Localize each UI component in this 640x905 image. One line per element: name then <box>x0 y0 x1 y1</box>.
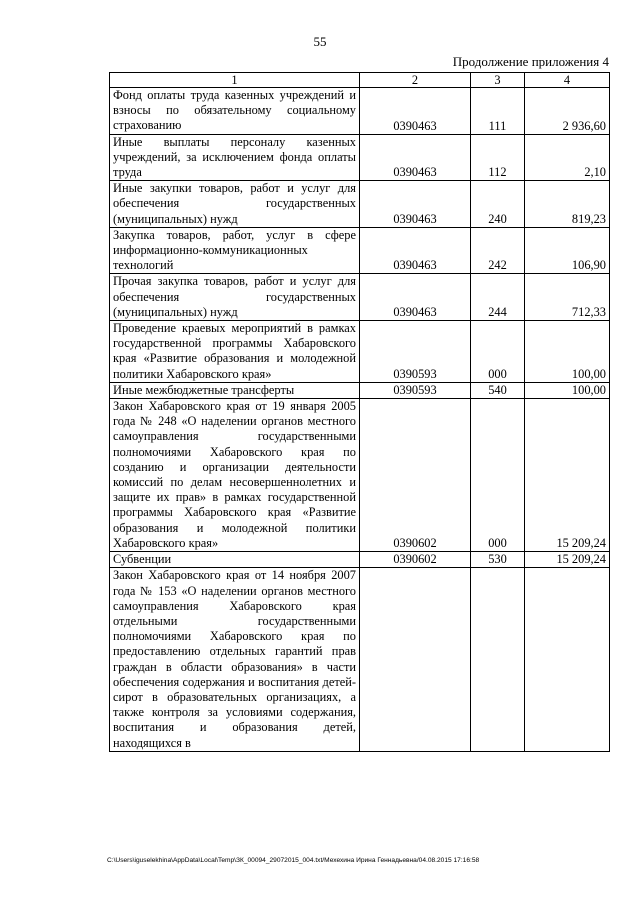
row-name: Закупка товаров, работ, услуг в сфере информационно-коммуникационных технологий <box>110 227 360 274</box>
row-type: 540 <box>471 382 525 398</box>
column-header: 1 <box>110 73 360 88</box>
row-code: 0390463 <box>360 274 471 321</box>
file-path-footer: C:\Users\iguselekhina\AppData\Local\Temp\ЗК_00094_29072015_004.txt/Мехехина Ирина Геннадьевна/04.08.2015 17:16:58 <box>107 857 480 864</box>
row-code: 0390463 <box>360 134 471 181</box>
row-type: 242 <box>471 227 525 274</box>
row-code: 0390602 <box>360 552 471 568</box>
column-header: 4 <box>525 73 610 88</box>
row-amount: 2 936,60 <box>525 88 610 135</box>
row-type: 240 <box>471 181 525 228</box>
row-type: 111 <box>471 88 525 135</box>
row-amount: 2,10 <box>525 134 610 181</box>
row-amount: 819,23 <box>525 181 610 228</box>
row-amount <box>525 568 610 751</box>
row-name: Проведение краевых мероприятий в рамках государственной программы Хабаровского края «Развитие образования и молодежной политики Хабаровского края» <box>110 321 360 383</box>
row-type <box>471 568 525 751</box>
row-name: Прочая закупка товаров, работ и услуг для обеспечения государственных (муниципальных) нужд <box>110 274 360 321</box>
row-name: Субвенции <box>110 552 360 568</box>
table-row <box>110 181 610 228</box>
table-row <box>110 568 610 751</box>
table-row <box>110 134 610 181</box>
row-code: 0390463 <box>360 181 471 228</box>
row-name: Иные межбюджетные трансферты <box>110 382 360 398</box>
row-name: Закон Хабаровского края от 14 ноября 2007 года № 153 «О наделении органов местного самоуправления Хабаровского края отдельными государственными полномочиями Хабаровского края по предоставлению отдельных гарантий прав граждан в области образования» в части обеспечения содержания и воспитания детей-сирот в образовательных организациях, а также контроля за условиями содержания, воспитания и образования детей, находящихся в <box>110 568 360 751</box>
table-row <box>110 274 610 321</box>
row-code: 0390593 <box>360 321 471 383</box>
row-code: 0390602 <box>360 399 471 552</box>
table-row <box>110 382 610 398</box>
row-code: 0390593 <box>360 382 471 398</box>
table-row <box>110 88 610 135</box>
row-code <box>360 568 471 751</box>
table-row <box>110 227 610 274</box>
table-header-row <box>110 73 610 88</box>
table-row <box>110 552 610 568</box>
table-row <box>110 399 610 552</box>
row-type: 244 <box>471 274 525 321</box>
row-amount: 15 209,24 <box>525 399 610 552</box>
row-type: 000 <box>471 321 525 383</box>
row-name: Иные закупки товаров, работ и услуг для обеспечения государственных (муниципальных) нужд <box>110 181 360 228</box>
table-row <box>110 321 610 383</box>
row-amount: 712,33 <box>525 274 610 321</box>
continuation-label: Продолжение приложения 4 <box>452 54 609 69</box>
row-code: 0390463 <box>360 88 471 135</box>
budget-table <box>109 72 610 752</box>
row-name: Иные выплаты персоналу казенных учреждений, за исключением фонда оплаты труда <box>110 134 360 181</box>
column-header: 2 <box>360 73 471 88</box>
row-amount: 15 209,24 <box>525 552 610 568</box>
row-amount: 100,00 <box>525 321 610 383</box>
row-type: 530 <box>471 552 525 568</box>
column-header: 3 <box>471 73 525 88</box>
page-number: 55 <box>313 34 327 49</box>
row-name: Закон Хабаровского края от 19 января 2005 года № 248 «О наделении органов местного самоуправления государственными полномочиями Хабаровского края по созданию и организации деятельности комиссий по делам несовершеннолетних и защите их прав» в рамках государственной программы Хабаровского края «Развитие образования и молодежной политики Хабаровского края» <box>110 399 360 552</box>
row-type: 000 <box>471 399 525 552</box>
row-amount: 106,90 <box>525 227 610 274</box>
row-name: Фонд оплаты труда казенных учреждений и взносы по обязательному социальному страхованию <box>110 88 360 135</box>
row-amount: 100,00 <box>525 382 610 398</box>
row-code: 0390463 <box>360 227 471 274</box>
row-type: 112 <box>471 134 525 181</box>
